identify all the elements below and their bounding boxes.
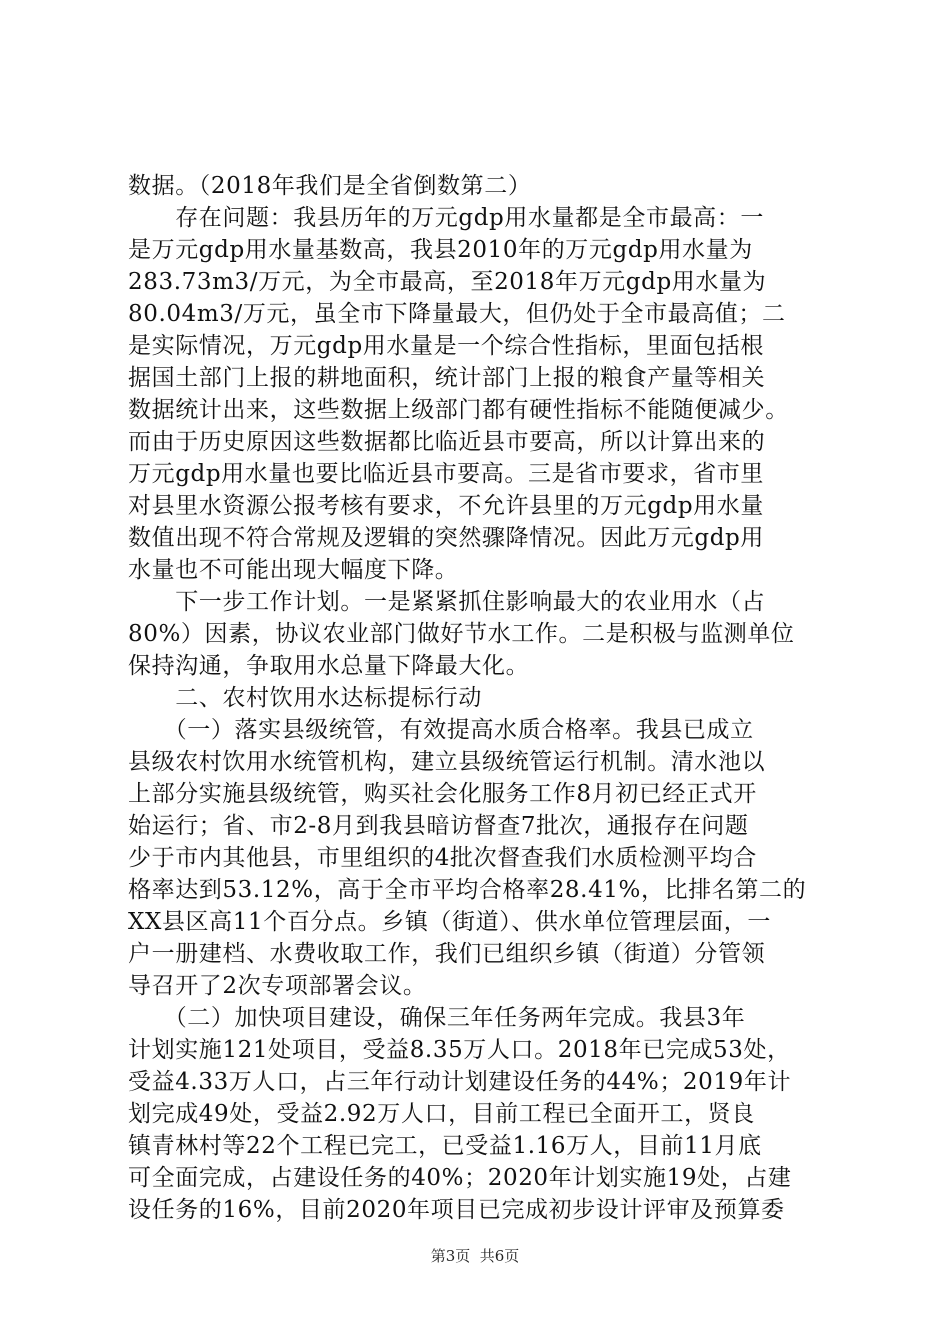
text-line: 下一步工作计划。一是紧紧抓住影响最大的农业用水（占 (128, 589, 766, 615)
text-line: 可全面完成，占建设任务的40%；2020年计划实施19处，占建 (128, 1165, 792, 1191)
text-line: 数值出现不符合常规及逻辑的突然骤降情况。因此万元gdp用 (128, 525, 764, 551)
text-line: （二）加快项目建设，确保三年任务两年完成。我县3年 (128, 1005, 746, 1031)
text-line: 万元gdp用水量也要比临近县市要高。三是省市要求，省市里 (128, 461, 764, 487)
text-line: 设任务的16%，目前2020年项目已完成初步设计评审及预算委 (128, 1197, 785, 1223)
text-line: 80%）因素，协议农业部门做好节水工作。二是积极与监测单位 (128, 621, 795, 647)
text-line: 数据。（2018年我们是全省倒数第二） (128, 173, 532, 199)
text-line: 受益4.33万人口，占三年行动计划建设任务的44%；2019年计 (128, 1069, 792, 1095)
text-line: 而由于历史原因这些数据都比临近县市要高，所以计算出来的 (128, 429, 766, 455)
text-line: 少于市内其他县，市里组织的4批次督查我们水质检测平均合 (128, 845, 757, 871)
page-number-footer: 第3页 共6页 (430, 1247, 520, 1265)
text-line: 上部分实施县级统管，购买社会化服务工作8月初已经正式开 (128, 781, 757, 807)
text-line: 格率达到53.12%，高于全市平均合格率28.41%，比排名第二的 (128, 877, 807, 903)
text-line: 始运行；省、市2-8月到我县暗访督查7批次，通报存在问题 (128, 813, 749, 839)
text-line: 283.73m3/万元，为全市最高，至2018年万元gdp用水量为 (128, 269, 767, 295)
text-line: 对县里水资源公报考核有要求，不允许县里的万元gdp用水量 (128, 493, 764, 519)
text-line: XX县区高11个百分点。乡镇（街道）、供水单位管理层面，一 (128, 909, 771, 935)
text-line: 导召开了2次专项部署会议。 (128, 973, 427, 999)
text-line: 镇青林村等22个工程已完工，已受益1.16万人，目前11月底 (128, 1133, 762, 1159)
text-line: 是万元gdp用水量基数高，我县2010年的万元gdp用水量为 (128, 237, 753, 263)
text-line: 保持沟通，争取用水总量下降最大化。 (128, 653, 530, 679)
text-line: 计划实施121处项目，受益8.35万人口。2018年已完成53处， (128, 1037, 791, 1063)
text-line: 水量也不可能出现大幅度下降。 (128, 557, 459, 583)
text-line: 数据统计出来，这些数据上级部门都有硬性指标不能随便减少。 (128, 397, 789, 423)
text-line: 划完成49处，受益2.92万人口，目前工程已全面开工，贤良 (128, 1101, 755, 1127)
text-line: 存在问题：我县历年的万元gdp用水量都是全市最高：一 (128, 205, 764, 231)
text-line: 户一册建档、水费收取工作，我们已组织乡镇（街道）分管领 (128, 941, 766, 967)
text-line: 据国土部门上报的耕地面积，统计部门上报的粮食产量等相关 (128, 365, 766, 391)
text-line: 是实际情况，万元gdp用水量是一个综合性指标，里面包括根 (128, 333, 764, 359)
text-line: 县级农村饮用水统管机构，建立县级统管运行机制。清水池以 (128, 749, 766, 775)
section-heading: 二、农村饮用水达标提标行动 (128, 685, 482, 711)
text-line: 80.04m3/万元，虽全市下降量最大，但仍处于全市最高值；二 (128, 301, 786, 327)
text-line: （一）落实县级统管，有效提高水质合格率。我县已成立 (128, 717, 754, 743)
